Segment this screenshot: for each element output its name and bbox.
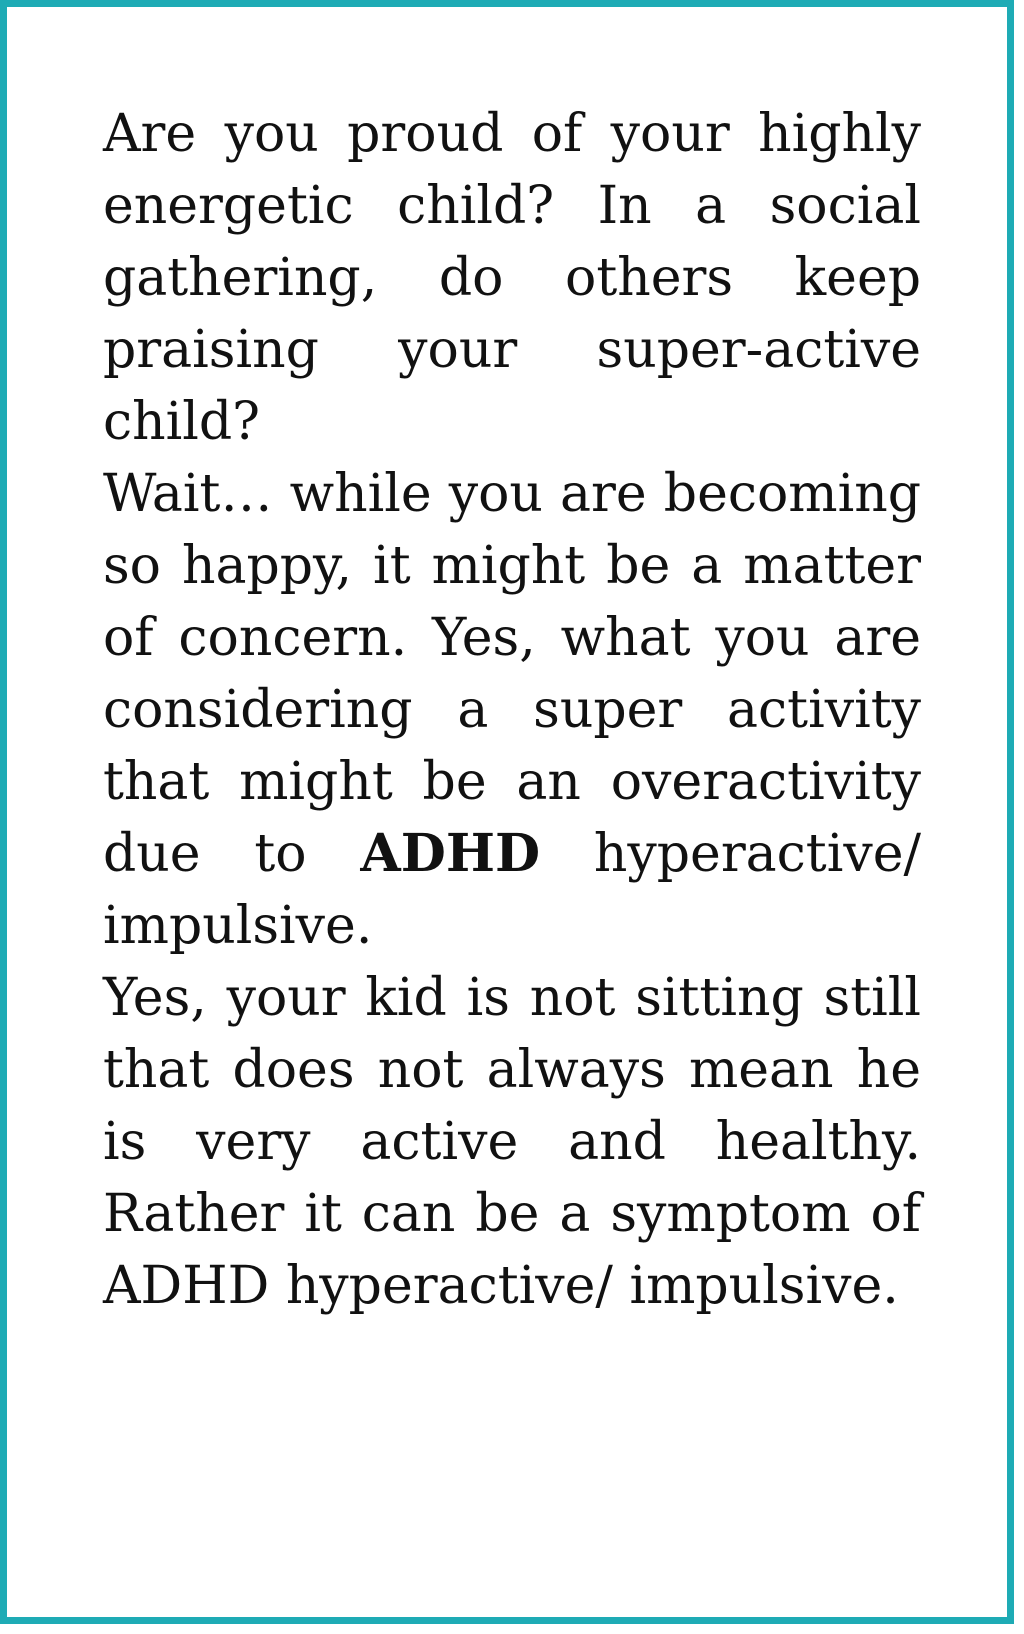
paragraph-concern-text: Wait… while you are becoming so happy, it might be a matter of concern. Yes, what you are considering a super activity that might be an overactivity due to xyxy=(103,464,921,884)
adhd-bold-term: ADHD xyxy=(360,823,541,884)
paragraph-symptom: Yes, your kid is not sitting still that does not always mean he is very active and healthy. Rather it can be a symptom of ADHD hyperactive/ impulsive. xyxy=(103,968,921,1316)
paragraph-concern xyxy=(103,458,921,962)
paragraph-concern-ending: hyperactive/ impulsive. xyxy=(103,824,922,956)
paragraph-intro: Are you proud of your highly energetic child? In a social gathering, do others keep praising your super-active child? xyxy=(103,104,921,452)
article-body xyxy=(103,98,921,1322)
